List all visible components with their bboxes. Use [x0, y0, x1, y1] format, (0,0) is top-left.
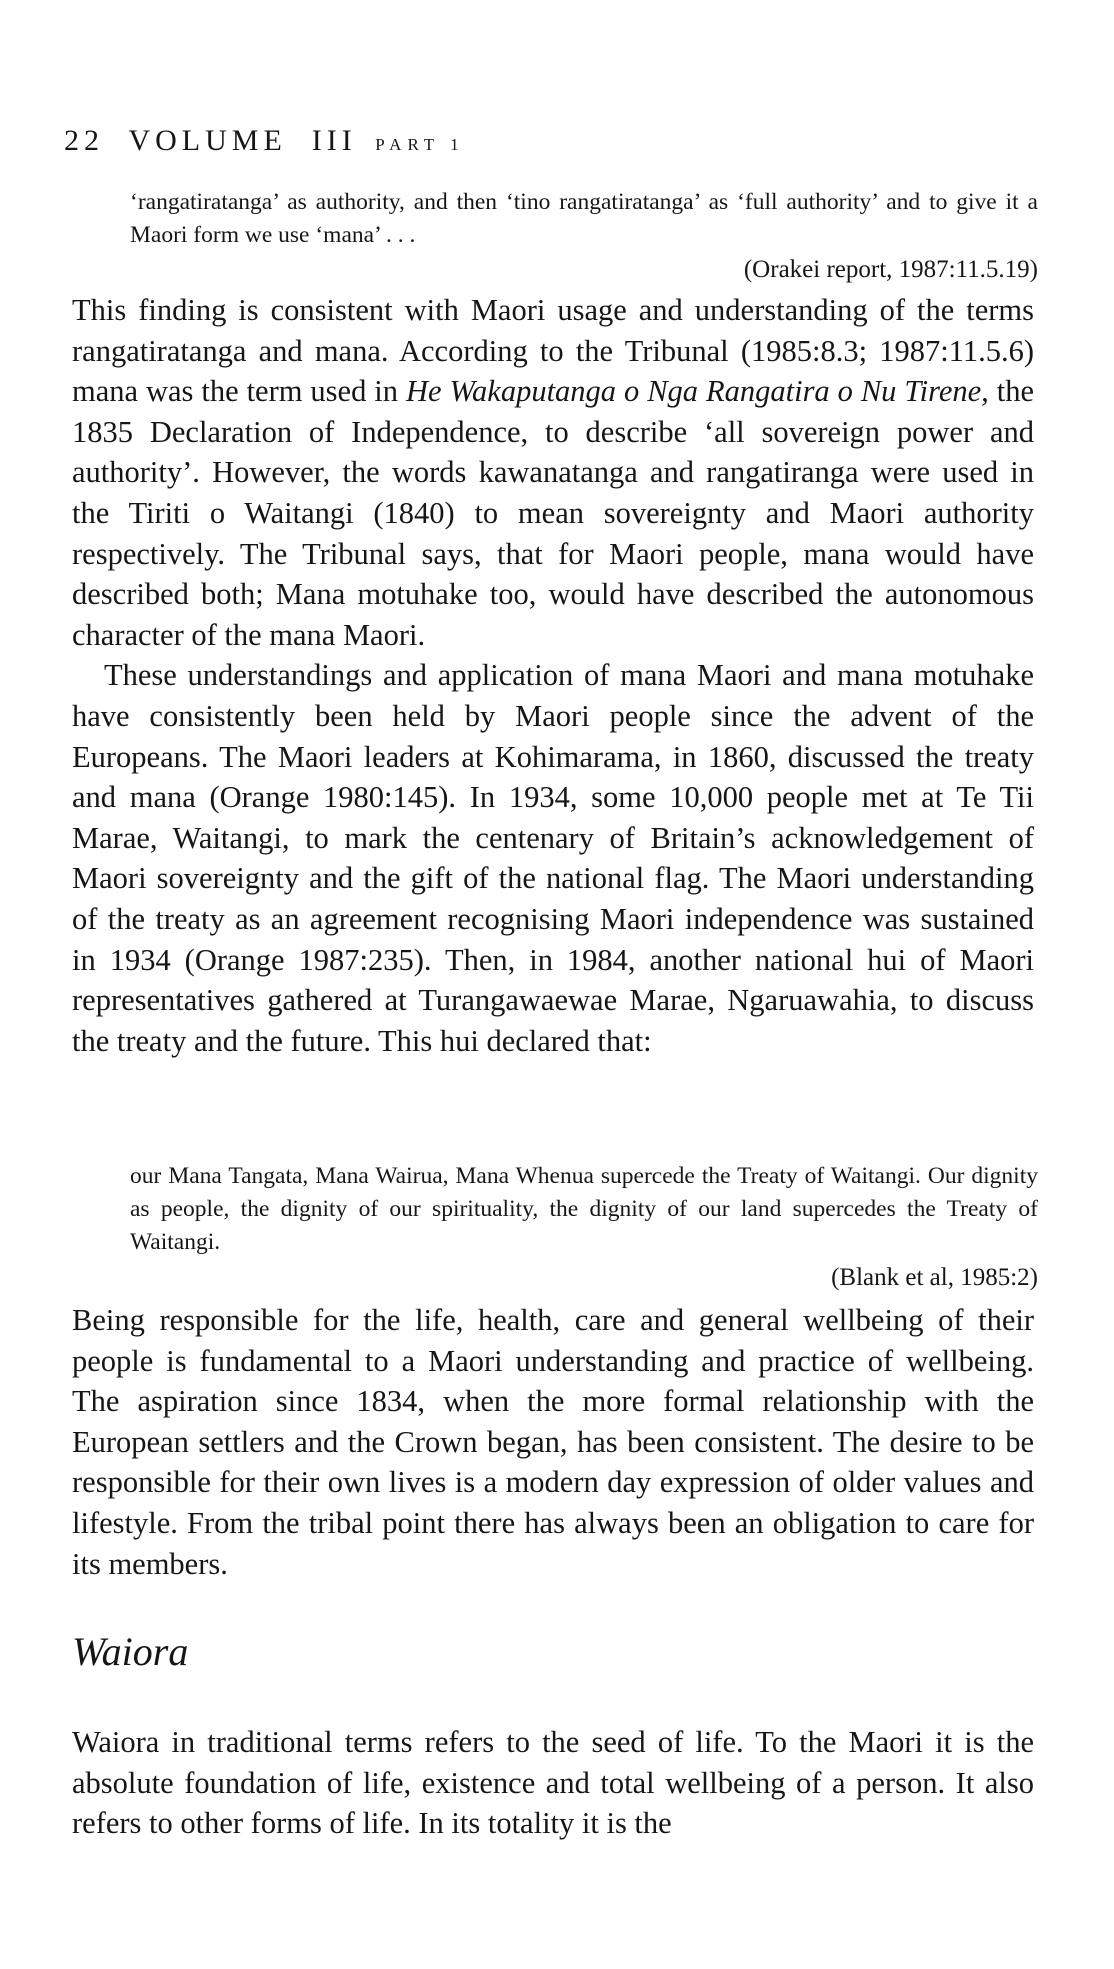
- body-text-1: [72, 290, 1034, 1061]
- paragraph: These understandings and application of mana Maori and mana motuhake have consistently been held by Maori people since the advent of the Europeans. The Maori leaders at Kohimarama, in 1860, discussed the treaty and mana (Orange 1980:145). In 1934, some 10,000 people met at Te Tii Marae, Waitangi, to mark the centenary of Britain’s acknowledgement of Maori sovereignty and the gift of the national flag. The Maori understanding of the treaty as an agreement recognising Maori independence was sustained in 1934 (Orange 1987:235). Then, in 1984, another national hui of Maori representatives gathered at Turangawaewae Marae, Ngaruawahia, to discuss the treaty and the future. This hui declared that:: [72, 658, 1034, 1058]
- paragraph: This finding is consistent with Maori usage and understanding of the terms rangatiratanga and mana. According to the Tribunal (1985:8.3; 1987:11.5.6) mana was the term used in He Wakaputanga o Nga Rangatira o Nu Tirene, the 1835 Declaration of Independence, to describe ‘all sovereign power and authority’. However, the words kawanatanga and rangatiranga were used in the Tiriti o Waitangi (1840) to mean sovereignty and Maori authority respectively. The Tribunal says, that for Maori people, mana would have described both; Mana motuhake too, would have described the autonomous character of the mana Maori.: [72, 293, 1035, 652]
- paragraph: Being responsible for the life, health, care and general wellbeing of their people is fundamental to a Maori understanding and practice of wellbeing. The aspiration since 1834, when the more formal relationship with the European settlers and the Crown began, has been consistent. The desire to be responsible for their own lives is a modern day expression of older values and lifestyle. From the tribal point there has always been an obligation to care for its members.: [72, 1303, 1034, 1581]
- volume-label: VOLUME: [128, 124, 287, 157]
- running-head: [64, 124, 465, 158]
- body-text-3: [72, 1722, 1034, 1844]
- block-quote-orakei: [130, 186, 1038, 252]
- part-label: PART 1: [375, 135, 465, 154]
- volume-number: III: [311, 124, 357, 157]
- block-quote-hui: [130, 1160, 1038, 1259]
- quote-citation: (Orakei report, 1987:11.5.19): [743, 256, 1038, 283]
- section-heading: Waiora: [72, 1629, 189, 1674]
- quote-citation: (Blank et al, 1985:2): [831, 1264, 1038, 1291]
- italic-title: He Wakaputanga o Nga Rangatira o Nu Tirene,: [405, 374, 989, 409]
- page-number: 22: [64, 124, 104, 157]
- paragraph: Waiora in traditional terms refers to the seed of life. To the Maori it is the absolute foundation of life, existence and total wellbeing of a person. It also refers to other forms of life. In its totality it is the: [72, 1725, 1034, 1841]
- body-text-2: [72, 1300, 1034, 1584]
- quote-text: ‘rangatiratanga’ as authority, and then ‘tino rangatiratanga’ as ‘full authority’ and to give it a Maori form we use ‘mana’ . . .: [130, 189, 1038, 248]
- quote-text: our Mana Tangata, Mana Wairua, Mana Whenua supercede the Treaty of Waitangi. Our dignity as people, the dignity of our spirituality, the dignity of our land supercedes the Treaty of Waitangi.: [130, 1163, 1038, 1255]
